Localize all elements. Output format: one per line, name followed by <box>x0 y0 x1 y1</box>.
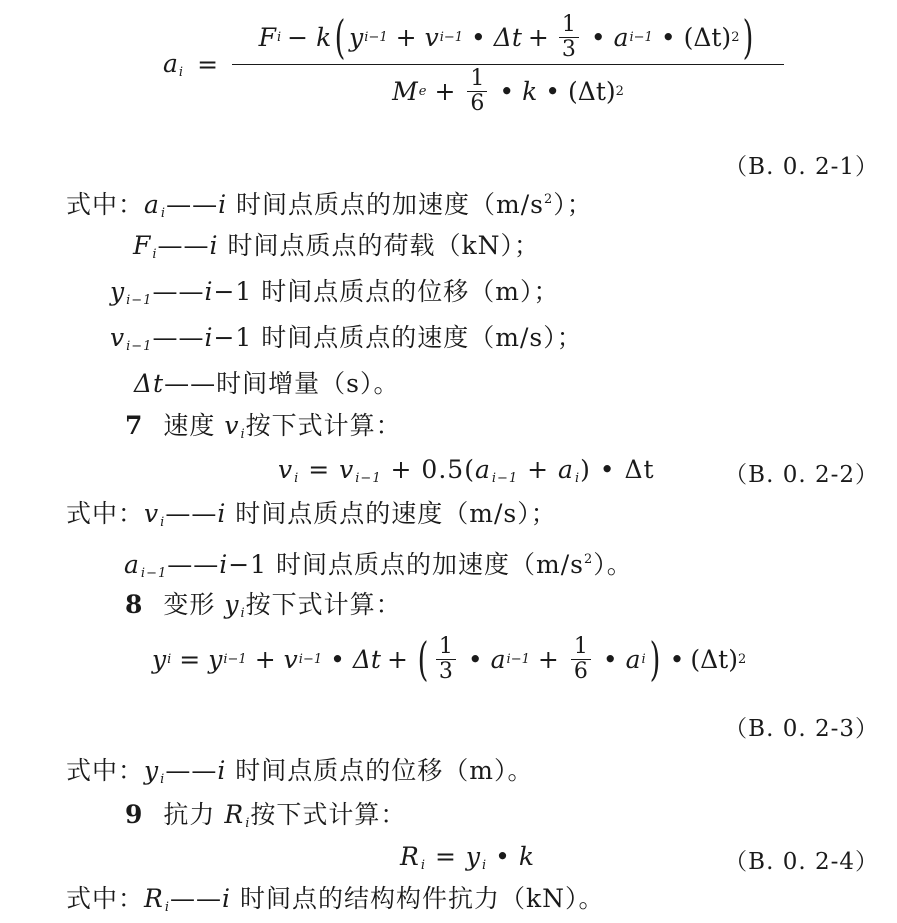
equation-b024: $R_i = y_i$ • k <box>400 842 536 873</box>
where2-row-a: $a_{i-1}——i-1$ 时间点质点的加速度$(m/s^2)$。 <box>124 550 633 581</box>
item-9: 9 抗力 $R_i$按下式计算： <box>125 800 407 831</box>
item-7: 7 速度 $v_i$按下式计算： <box>125 411 402 442</box>
where-row-dt: Δt——时间增量（s）。 <box>134 369 400 398</box>
where-row-v: $v_{i-1}——i-1$ 时间点质点的速度（m/s）； <box>110 323 583 354</box>
equation-number-b024: （B. 0. 2-4） <box>724 849 879 875</box>
equation-number-b022: （B. 0. 2-2） <box>724 462 879 488</box>
eq1-equals: = <box>197 49 219 79</box>
where-row-y: $y_{i-1}——i-1$ 时间点质点的位移（m）； <box>110 277 560 308</box>
item-8: 8 变形 $y_i$按下式计算： <box>125 590 402 621</box>
eq1-fraction <box>232 10 784 116</box>
where3-row-y: 式中：$y_i——i$ 时间点质点的位移（m）。 <box>66 756 534 787</box>
equation-b021 <box>163 6 784 122</box>
equation-number-b021: （B. 0. 2-1） <box>724 154 879 180</box>
equation-b022: $v_i = v_{i-1} + 0.5(a_{i-1} + a_i)$ • Δt <box>278 455 655 486</box>
eq1-lhs: $a_i$ <box>163 48 184 80</box>
equation-number-b023: （B. 0. 2-3） <box>724 716 879 742</box>
where2-row-v: 式中：$v_i——i$ 时间点质点的速度（m/s）； <box>66 499 557 530</box>
eq1-numerator: F i − k ( y i−1 + v i−1 • Δt + $\frac{1}{3}$ • a i−1 • (Δt) 2 ) <box>258 10 754 64</box>
where4-row-r: 式中：$R_i——i$ 时间点的结构构件抗力（kN）。 <box>66 884 605 915</box>
where-row-f: $F_i——i$ 时间点质点的荷载（kN）； <box>133 231 541 262</box>
eq1-denominator: M e + $\frac{1}{6}$ • k • (Δt) 2 <box>232 64 784 116</box>
equation-b023: y i = y i−1 + v i−1 • Δt + ( 1 3 • a i−1 + $\frac{1}{6}$ • a i ) • (Δt) 2 <box>152 632 747 686</box>
where-row-a: 式中：$a_i——i$ 时间点质点的加速度$(m/s^2)$； <box>66 190 593 221</box>
